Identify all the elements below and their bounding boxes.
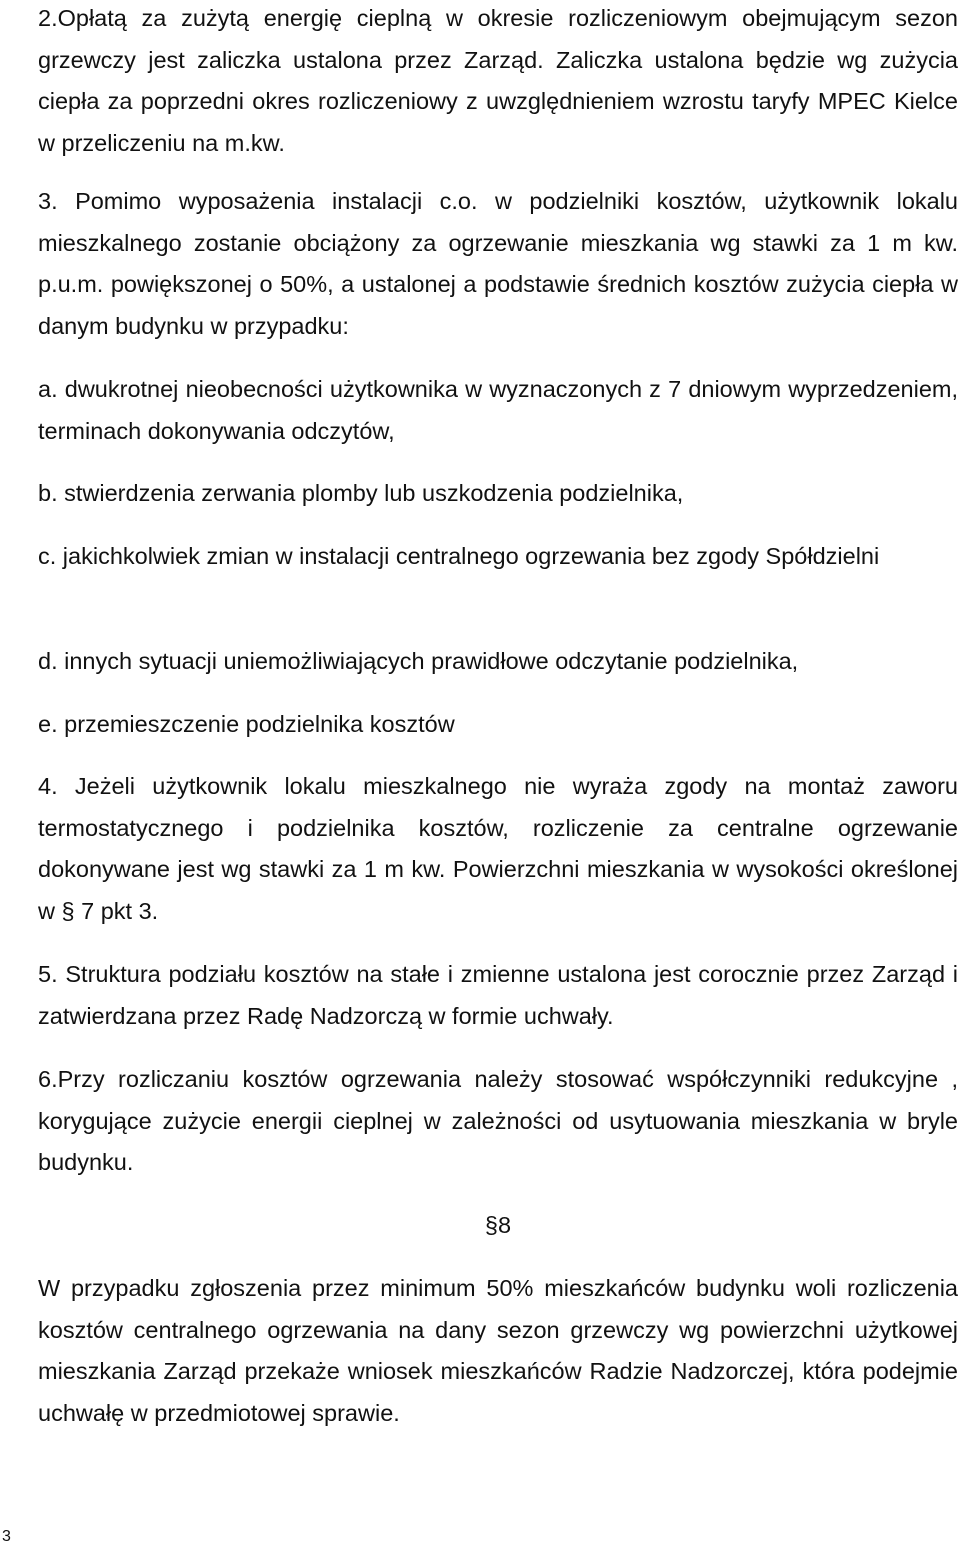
page-number: 3 bbox=[2, 1528, 11, 1545]
list-item-d: d. innych sytuacji uniemożliwiających prawidłowe odczytanie podzielnika, bbox=[38, 648, 799, 674]
list-item-c: c. jakichkolwiek zmian w instalacji centralnego ogrzewania bez zgody Spółdzielni bbox=[38, 543, 880, 569]
list-item-a: a. dwukrotnej nieobecności użytkownika w wyznaczonych z 7 dniowym wyprzedzeniem, terminach dokonywania odczytów, bbox=[38, 376, 958, 444]
section-8-heading: §8 bbox=[484, 1212, 512, 1238]
paragraph-6: 6.Przy rozliczaniu kosztów ogrzewania należy stosować współczynniki redukcyjne , korygujące zużycie energii cieplnej w zależności od usytuowania mieszkania w bryle budynku. bbox=[38, 1066, 958, 1175]
list-item-b: b. stwierdzenia zerwania plomby lub uszkodzenia podzielnika, bbox=[38, 480, 684, 506]
paragraph-3: 3. Pomimo wyposażenia instalacji c.o. w podzielniki kosztów, użytkownik lokalu mieszkalnego zostanie obciążony za ogrzewanie mieszkania wg stawki za 1 m kw. p.u.m. powiększonej o 50%, a ustalonej a podstawie średnich kosztów zużycia ciepła w danym budynku w przypadku: bbox=[38, 188, 958, 339]
section-8-body: W przypadku zgłoszenia przez minimum 50% mieszkańców budynku woli rozliczenia kosztów centralnego ogrzewania na dany sezon grzewczy wg powierzchni użytkowej mieszkania Zarząd przekaże wniosek mieszkańców Radzie Nadzorczej, która podejmie uchwałę w przedmiotowej sprawie. bbox=[38, 1275, 958, 1426]
paragraph-2: 2.Opłatą za zużytą energię cieplną w okresie rozliczeniowym obejmującym sezon grzewczy jest zaliczka ustalona przez Zarząd. Zaliczka ustalona będzie wg zużycia ciepła za poprzedni okres rozliczeniowy z uwzględnieniem wzrostu taryfy MPEC Kielce w przeliczeniu na m.kw. bbox=[38, 5, 958, 156]
paragraph-4: 4. Jeżeli użytkownik lokalu mieszkalnego nie wyraża zgody na montaż zaworu termostatycznego i podzielnika kosztów, rozliczenie za centralne ogrzewanie dokonywane jest wg stawki za 1 m kw. Powierzchni mieszkania w wysokości określonej w § 7 pkt 3. bbox=[38, 773, 958, 924]
paragraph-5: 5. Struktura podziału kosztów na stałe i zmienne ustalona jest corocznie przez Zarząd i zatwierdzana przez Radę Nadzorczą w formie uchwały. bbox=[38, 961, 958, 1029]
list-item-e: e. przemieszczenie podzielnika kosztów bbox=[38, 711, 455, 737]
